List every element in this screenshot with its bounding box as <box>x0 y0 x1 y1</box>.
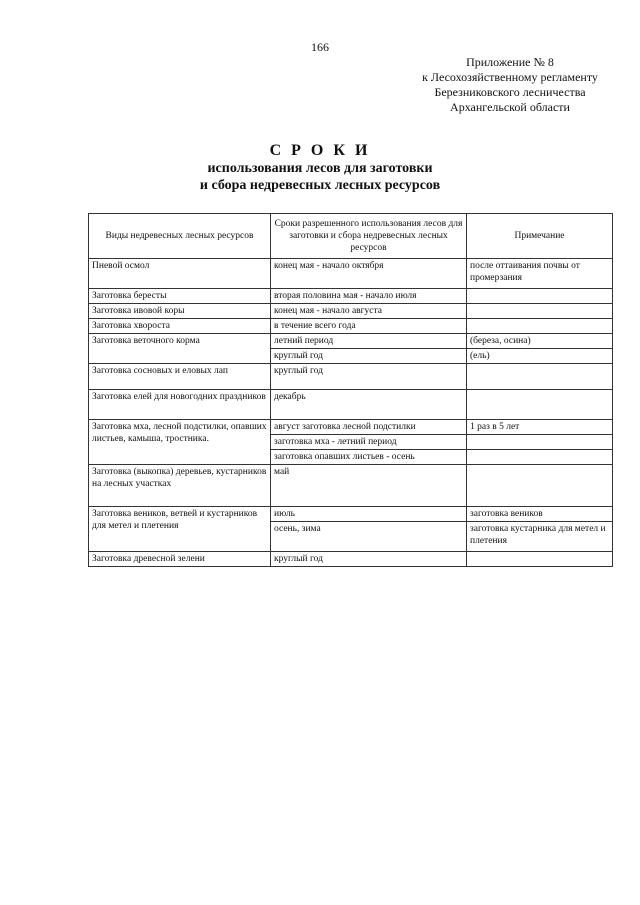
table-row <box>89 319 613 334</box>
cell-resource-type: Заготовка бересты <box>89 289 271 304</box>
cell-resource-type: Заготовка ивовой коры <box>89 304 271 319</box>
cell-period: конец мая - начало августа <box>271 304 467 319</box>
table-row <box>89 334 613 349</box>
appendix-line-1: Приложение № 8 <box>466 55 554 69</box>
cell-note <box>467 364 613 390</box>
document-title <box>0 141 640 194</box>
cell-period: июль <box>271 507 467 522</box>
appendix-line-4: Архангельской области <box>450 100 570 114</box>
table-row <box>89 304 613 319</box>
cell-note: (береза, осина) <box>467 334 613 349</box>
cell-note <box>467 465 613 507</box>
cell-resource-type: Пневой осмол <box>89 259 271 289</box>
table-row <box>89 465 613 507</box>
table-header-row <box>89 214 613 259</box>
cell-resource-type: Заготовка елей для новогодних праздников <box>89 390 271 420</box>
cell-note <box>467 450 613 465</box>
cell-resource-type: Заготовка сосновых и еловых лап <box>89 364 271 390</box>
table-row <box>89 259 613 289</box>
cell-resource-type: Заготовка древесной зелени <box>89 552 271 567</box>
cell-period: в течение всего года <box>271 319 467 334</box>
cell-note: (ель) <box>467 349 613 364</box>
table-row <box>89 507 613 522</box>
cell-resource-type: Заготовка веточного корма <box>89 334 271 364</box>
table-row <box>89 364 613 390</box>
header-resource-type: Виды недревесных лесных ресурсов <box>89 214 271 259</box>
cell-note <box>467 552 613 567</box>
cell-note <box>467 289 613 304</box>
cell-note <box>467 304 613 319</box>
cell-note: после оттаивания почвы от промерзания <box>467 259 613 289</box>
appendix-line-3: Березниковского лесничества <box>434 85 586 99</box>
cell-period: декабрь <box>271 390 467 420</box>
title-subtitle-1: использования лесов для заготовки <box>207 161 433 176</box>
cell-note: заготовка веников <box>467 507 613 522</box>
cell-note <box>467 319 613 334</box>
cell-period: круглый год <box>271 552 467 567</box>
cell-period: осень, зима <box>271 522 467 552</box>
cell-period: круглый год <box>271 364 467 390</box>
cell-resource-type: Заготовка веников, ветвей и кустарников для метел и плетения <box>89 507 271 552</box>
header-period: Сроки разрешенного использования лесов для заготовки и сбора недревесных лесных ресурсов <box>271 214 467 259</box>
title-subtitle-2: и сбора недревесных лесных ресурсов <box>199 178 441 193</box>
cell-period: конец мая - начало октября <box>271 259 467 289</box>
table-row <box>89 289 613 304</box>
table-row <box>89 420 613 435</box>
cell-period: заготовка опавших листьев - осень <box>271 450 467 465</box>
table-row <box>89 552 613 567</box>
cell-resource-type: Заготовка мха, лесной подстилки, опавших листьев, камыша, тростника. <box>89 420 271 465</box>
cell-period: вторая половина мая - начало июля <box>271 289 467 304</box>
resources-table <box>88 213 613 567</box>
table-row <box>89 390 613 420</box>
cell-note <box>467 435 613 450</box>
cell-resource-type: Заготовка (выкопка) деревьев, кустарников на лесных участках <box>89 465 271 507</box>
page-number: 166 <box>311 40 329 54</box>
cell-period: летний период <box>271 334 467 349</box>
cell-note: заготовка кустарника для метел и плетения <box>467 522 613 552</box>
appendix-line-2: к Лесохозяйственному регламенту <box>422 70 598 84</box>
cell-period: круглый год <box>271 349 467 364</box>
title-main: С Р О К И <box>269 142 371 159</box>
cell-period: заготовка мха - летний период <box>271 435 467 450</box>
header-note: Примечание <box>467 214 613 259</box>
cell-period: август заготовка лесной подстилки <box>271 420 467 435</box>
cell-resource-type: Заготовка хвороста <box>89 319 271 334</box>
cell-note: 1 раз в 5 лет <box>467 420 613 435</box>
cell-period: май <box>271 465 467 507</box>
cell-note <box>467 390 613 420</box>
appendix-block <box>360 55 640 115</box>
